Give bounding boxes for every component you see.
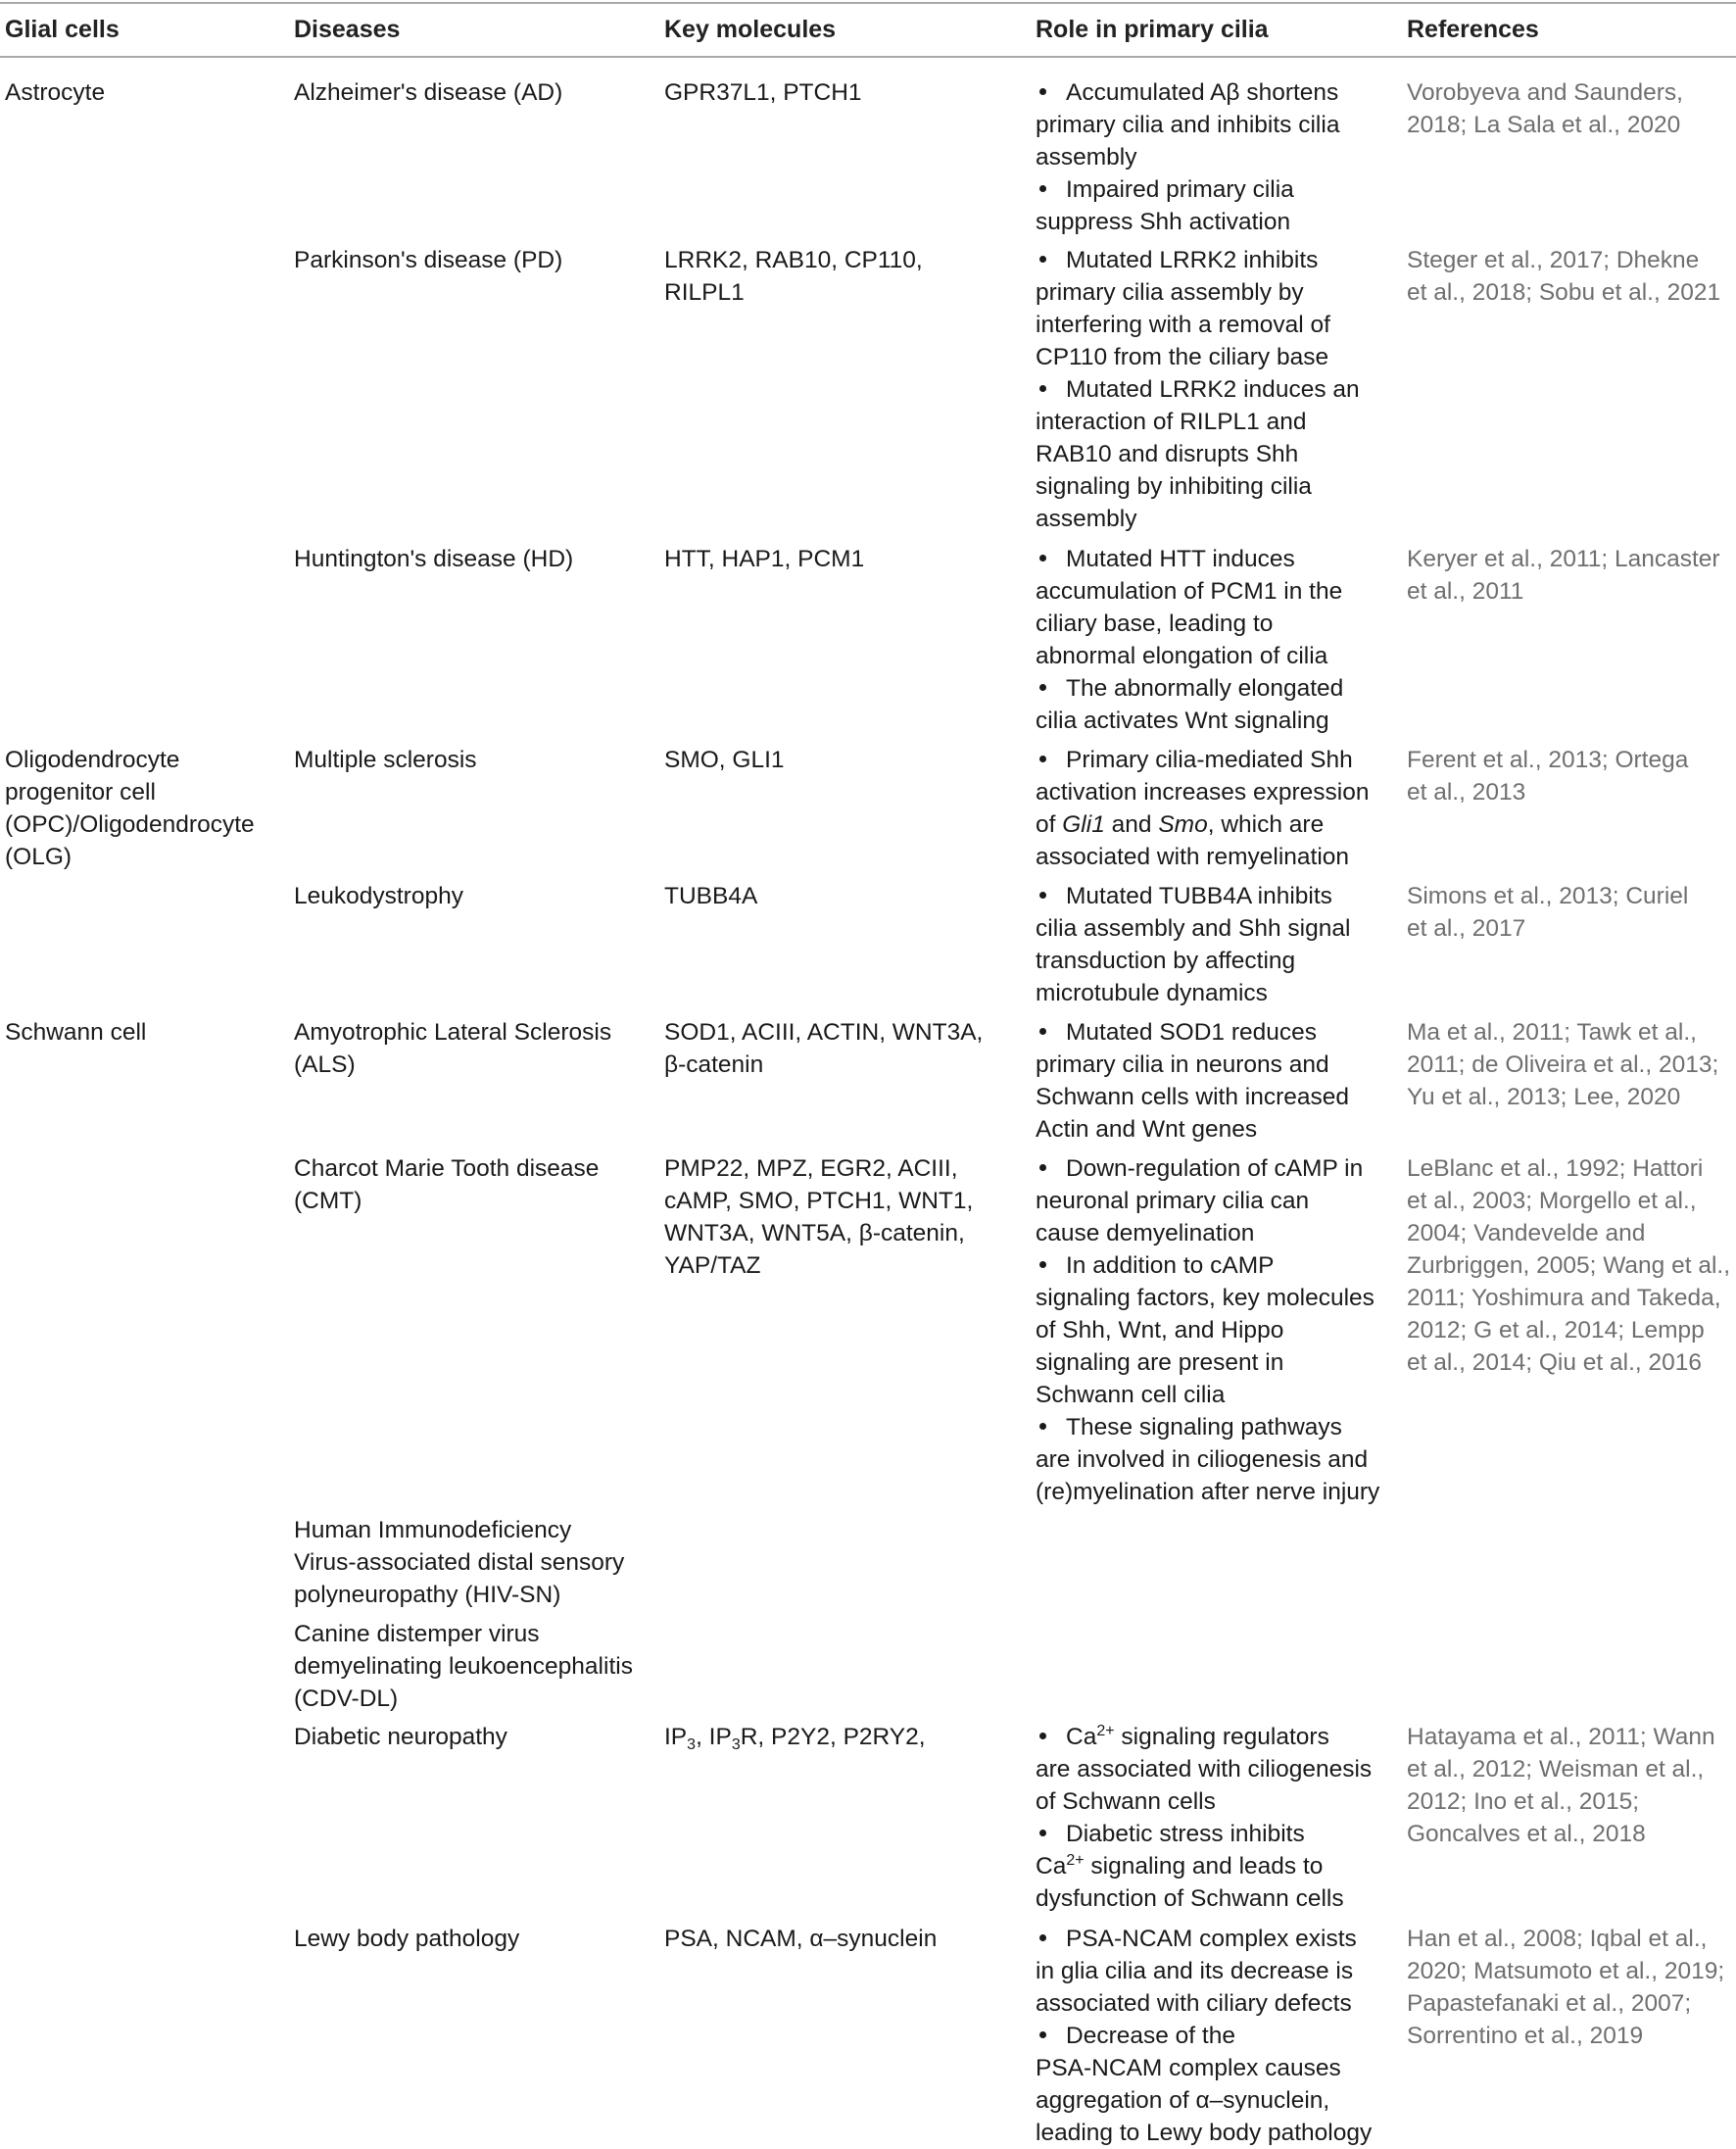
molecules-ms: SMO, GLI1 [664,747,785,773]
disease-pd: Parkinson's disease (PD) [294,247,563,273]
bullet-icon [1039,555,1046,562]
role-line: assembly [1036,144,1137,171]
disease-lewy-body: Lewy body pathology [294,1926,520,1952]
molecules-lewy: PSA, NCAM, α–synuclein [664,1926,938,1952]
bullet-icon [1039,756,1046,762]
bullet-icon [1039,1028,1046,1035]
role-line: Accumulated Aβ shortens [1036,76,1369,109]
disease-hiv-sn: Human Immunodeficiency Virus-associated distal sensory polyneuropathy (HIV-SN) [294,1517,625,1608]
refs-ad: Vorobyeva and Saunders, 2018; La Sala et al., 2020 [1407,79,1683,138]
bullet-icon [1039,1261,1046,1268]
bullet-icon [1039,2031,1046,2038]
refs-ms: Ferent et al., 2013; Ortega et al., 2013 [1407,747,1689,806]
role-hd: Mutated HTT induces accumulation of PCM1 in the ciliary base, leading to abnormal elongation of cilia The abnormally elongated cilia activates Wnt signaling [1036,546,1344,734]
header-references: References [1407,16,1539,43]
bullet-icon [1039,1830,1046,1836]
header-key-molecules: Key molecules [664,16,837,43]
disease-diabetic-neuropathy: Diabetic neuropathy [294,1724,507,1750]
role-ms: Primary cilia-mediated Shh activation increases expression of Gli1 and Smo, which are associated with remyelination [1036,747,1370,870]
bullet-icon [1039,256,1046,263]
refs-pd: Steger et al., 2017; Dhekne et al., 2018; Sobu et al., 2021 [1407,247,1721,306]
header-glial-cells: Glial cells [5,16,120,43]
molecules-als: SOD1, ACIII, ACTIN, WNT3A, β-catenin [664,1019,984,1078]
bullet-icon [1039,684,1046,691]
header-rule [0,56,1736,58]
role-line: primary cilia and inhibits cilia [1036,112,1340,138]
molecules-diabetic: $IP_3$, $IP_3R$, P2Y2, P2RY2, [664,1724,926,1753]
molecules-cmt: PMP22, MPZ, EGR2, ACIII, cAMP, SMO, PTCH1, WNT1, WNT3A, WNT5A, β-catenin, YAP/TAZ [664,1155,974,1279]
disease-hd: Huntington's disease (HD) [294,546,574,572]
disease-ad: Alzheimer's disease (AD) [294,79,563,106]
glial-schwann: Schwann cell [5,1019,147,1046]
bullet-icon [1039,88,1046,95]
role-line: suppress Shh activation [1036,209,1291,235]
molecules-ad: GPR37L1, PTCH1 [664,79,862,106]
table-top-rule [0,2,1736,4]
refs-lewy: Han et al., 2008; Iqbal et al., 2020; Matsumoto et al., 2019; Papastefanaki et al., 2007; Sorrentino et al., 2019 [1407,1926,1725,2049]
refs-hd: Keryer et al., 2011; Lancaster et al., 2011 [1407,546,1720,605]
disease-cmt: Charcot Marie Tooth disease (CMT) [294,1155,600,1214]
header-role: Role in primary cilia [1036,16,1269,43]
disease-cdv-dl: Canine distemper virus demyelinating leukoencephalitis (CDV-DL) [294,1621,633,1712]
role-ad [1036,76,1369,238]
role-pd: Mutated LRRK2 inhibits primary cilia assembly by interfering with a removal of CP110 from the ciliary base Mutated LRRK2 induces an interaction of RILPL1 and RAB10 and disrupts Shh signaling by inhibiting cilia assembly [1036,247,1360,532]
refs-leukodystrophy: Simons et al., 2013; Curiel et al., 2017 [1407,883,1689,942]
role-cmt: Down-regulation of cAMP in neuronal primary cilia can cause demyelination In addition to cAMP signaling factors, key molecules of Shh, Wnt, and Hippo signaling are present in Schwann cell cilia These signaling pathways are involved in ciliogenesis and (re)myelination after nerve injury [1036,1155,1380,1505]
bullet-icon [1039,1423,1046,1430]
bullet-icon [1039,185,1046,192]
bullet-icon [1039,1733,1046,1739]
bullet-icon [1039,1934,1046,1941]
refs-als: Ma et al., 2011; Tawk et al., 2011; de Oliveira et al., 2013; Yu et al., 2013; Lee, 2020 [1407,1019,1719,1110]
bullet-icon [1039,1164,1046,1171]
molecules-leukodystrophy: TUBB4A [664,883,758,909]
role-lewy: PSA-NCAM complex exists in glia cilia and its decrease is associated with ciliary defects Decrease of the PSA-NCAM complex causes aggregation of α–synuclein, leading to Lewy body pathology [1036,1926,1373,2146]
role-leukodystrophy: Mutated TUBB4A inhibits cilia assembly and Shh signal transduction by affecting microtubule dynamics [1036,883,1351,1006]
refs-diabetic: Hatayama et al., 2011; Wann et al., 2012; Weisman et al., 2012; Ino et al., 2015; Goncalves et al., 2018 [1407,1724,1715,1847]
disease-als: Amyotrophic Lateral Sclerosis (ALS) [294,1019,612,1078]
molecules-hd: HTT, HAP1, PCM1 [664,546,865,572]
disease-leukodystrophy: Leukodystrophy [294,883,463,909]
molecules-pd: LRRK2, RAB10, CP110, RILPL1 [664,247,923,306]
role-als: Mutated SOD1 reduces primary cilia in neurons and Schwann cells with increased Actin and Wnt genes [1036,1019,1350,1143]
glial-opc-olg: Oligodendrocyte progenitor cell (OPC)/Oligodendrocyte (OLG) [5,747,255,870]
bullet-icon [1039,892,1046,899]
refs-cmt: LeBlanc et al., 1992; Hattori et al., 2003; Morgello et al., 2004; Vandevelde and Zurbriggen, 2005; Wang et al., 2011; Yoshimura and Takeda, 2012; G et al., 2014; Lempp et al., 2014; Qiu et al., 2016 [1407,1155,1731,1376]
disease-ms: Multiple sclerosis [294,747,477,773]
role-diabetic: $Ca^{2+}$ signaling regulators are associated with ciliogenesis of Schwann cells Diabetic stress inhibits $Ca^{2+}$ signaling and leads to dysfunction of Schwann cells [1036,1723,1373,1912]
bullet-icon [1039,385,1046,392]
header-diseases: Diseases [294,16,401,43]
glial-astrocyte: Astrocyte [5,79,106,106]
role-line: Impaired primary cilia [1036,173,1369,206]
